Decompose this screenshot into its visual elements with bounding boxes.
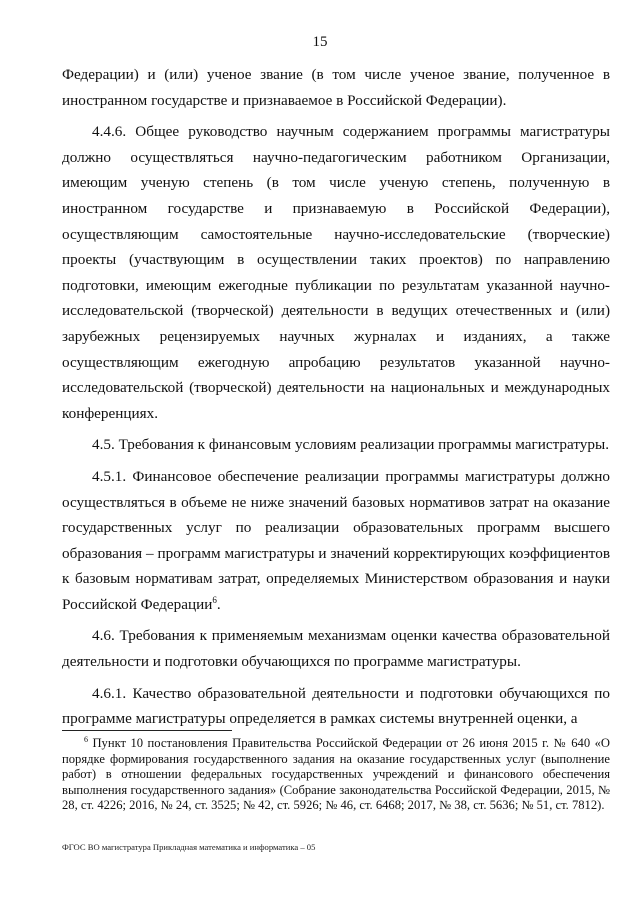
footnote-divider bbox=[62, 730, 232, 731]
paragraph-4-6-1: 4.6.1. Качество образовательной деятельности и подготовки обучающихся по программе магистратуры определяется в рамках системы внутренней оценки, а bbox=[62, 684, 610, 728]
paragraph-4-5: 4.5. Требования к финансовым условиям реализации программы магистратуры. bbox=[92, 436, 609, 454]
footnote bbox=[62, 736, 610, 814]
paragraph-4-5-1-text: 4.5.1. Финансовое обеспечение реализации программы магистратуры должно осуществляться в объеме не ниже значений базовых нормативов затрат на оказание государственных услуг по реализации образовательных программ высшего образования – программ магистратуры и значений корректирующих коэффициентов к базовым нормативам затрат, определяемых Министерством образования и науки Российской Федерации bbox=[62, 467, 610, 613]
paragraph-continuation: Федерации) и (или) ученое звание (в том числе ученое звание, полученное в иностранном государстве и признаваемое в Российской Федерации). bbox=[62, 66, 610, 109]
footnote-reference: 6 bbox=[212, 594, 217, 605]
paragraph-4-4-6: 4.4.6. Общее руководство научным содержанием программы магистратуры должно осуществляться научно-педагогическим работником Организации, имеющим ученую степень (в том числе ученую степень, полученную в иностранном государстве и признаваемую в Российской Федерации), осуществляющим самостоятельные научно-исследовательские (творческие) проекты (участвующим в осуществлении таких проектов) по направлению подготовки, имеющим ежегодные публикации по результатам указанной научно-исследовательской (творческой) деятельности в ведущих отечественных и (или) зарубежных рецензируемых научных журналах и изданиях, а также осуществляющим ежегодную апробацию результатов указанной научно-исследовательской (творческой) деятельности на национальных и международных конференциях. bbox=[62, 123, 610, 422]
page-number: 15 bbox=[312, 34, 328, 50]
page-footer: ФГОС ВО магистратура Прикладная математика и информатика – 05 bbox=[62, 842, 316, 852]
paragraph-4-6: 4.6. Требования к применяемым механизмам оценки качества образовательной деятельности и подготовки обучающихся по программе магистратуры. bbox=[62, 627, 610, 671]
body-text bbox=[62, 62, 610, 738]
paragraph-4-5-1: 4.5.1. Финансовое обеспечение реализации программы магистратуры должно осуществляться в объеме не ниже значений базовых нормативов затрат на оказание государственных услуг по реализации образовательных программ высшего образования – программ магистратуры и значений корректирующих коэффициентов к базовым нормативам затрат, определяемых Министерством образования и науки Российской Федерации$^6$. bbox=[62, 467, 610, 613]
footnote-number: 6 bbox=[84, 734, 88, 744]
footnote-text: Пункт 10 постановления Правительства Российской Федерации от 26 июня 2015 г. № 640 «О порядке формирования государственного задания на оказание государственных услуг (выполнение работ) в отношении федеральных государственных учреждений и финансового обеспечения выполнения государственного задания» (Собрание законодательства Российской Федерации, 2015, № 28, ст. 4226; 2016, № 24, ст. 3525; № 42, ст. 5926; № 46, ст. 6468; 2017, № 38, ст. 5636; № 51, ст. 7812). bbox=[62, 736, 610, 813]
